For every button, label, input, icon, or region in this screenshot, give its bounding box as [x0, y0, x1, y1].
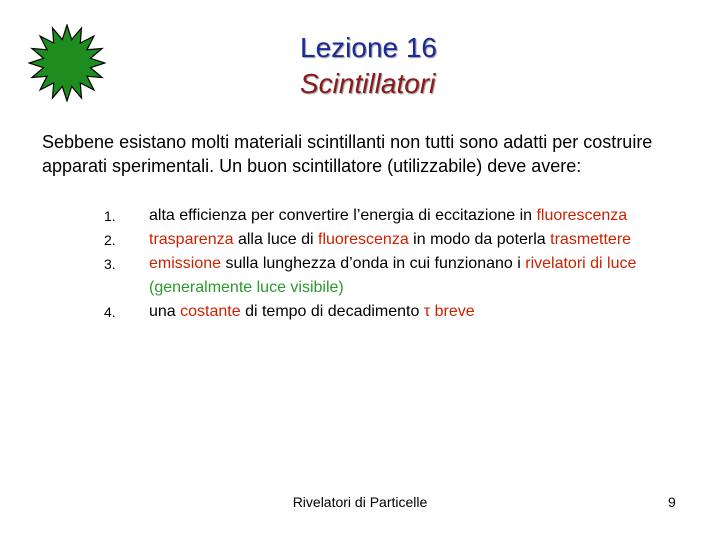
item-highlight: fluorescenza — [318, 231, 409, 248]
item-number: 3. — [104, 256, 116, 272]
item-text: in modo da poterla — [408, 231, 551, 248]
footer-title: Rivelatori di Particelle — [292, 494, 428, 510]
item-highlight: rivelatori di luce — [525, 255, 637, 272]
item-highlight: breve — [430, 303, 475, 320]
page-number: 9 — [668, 494, 676, 510]
item-text: alla luce di — [233, 231, 318, 248]
item-highlight: emissione — [149, 255, 222, 272]
slide-title — [300, 30, 437, 102]
list-item — [104, 204, 684, 228]
item-highlight: trasmettere — [550, 231, 632, 248]
item-highlight: trasparenza — [149, 231, 234, 248]
title-line-2: Scintillatori — [300, 68, 436, 99]
item-number: 4. — [104, 304, 116, 320]
starburst-logo — [28, 24, 106, 102]
item-text: di tempo di decadimento — [240, 303, 424, 320]
tau-symbol: τ — [423, 303, 431, 320]
item-note: (generalmente luce visibile) — [149, 279, 344, 296]
intro-paragraph: Sebbene esistano molti materiali scintillanti non tutti sono adatti per costruire apparati sperimentali. Un buon scintillatore (utilizzabile) deve avere: — [42, 132, 653, 176]
list-item — [104, 300, 684, 324]
item-number: 2. — [104, 232, 116, 248]
item-highlight: costante — [180, 303, 241, 320]
item-number: 1. — [104, 208, 116, 224]
item-text: alta efficienza per convertire l’energia di eccitazione in — [149, 207, 537, 224]
title-line-1: Lezione 16 — [300, 32, 438, 63]
item-text: sulla lunghezza d’onda in cui funzionano i — [221, 255, 526, 272]
list-item — [104, 252, 684, 300]
list-item — [104, 228, 684, 252]
item-highlight: fluorescenza — [536, 207, 628, 224]
item-text: una — [149, 303, 181, 320]
requirements-list — [104, 204, 684, 324]
